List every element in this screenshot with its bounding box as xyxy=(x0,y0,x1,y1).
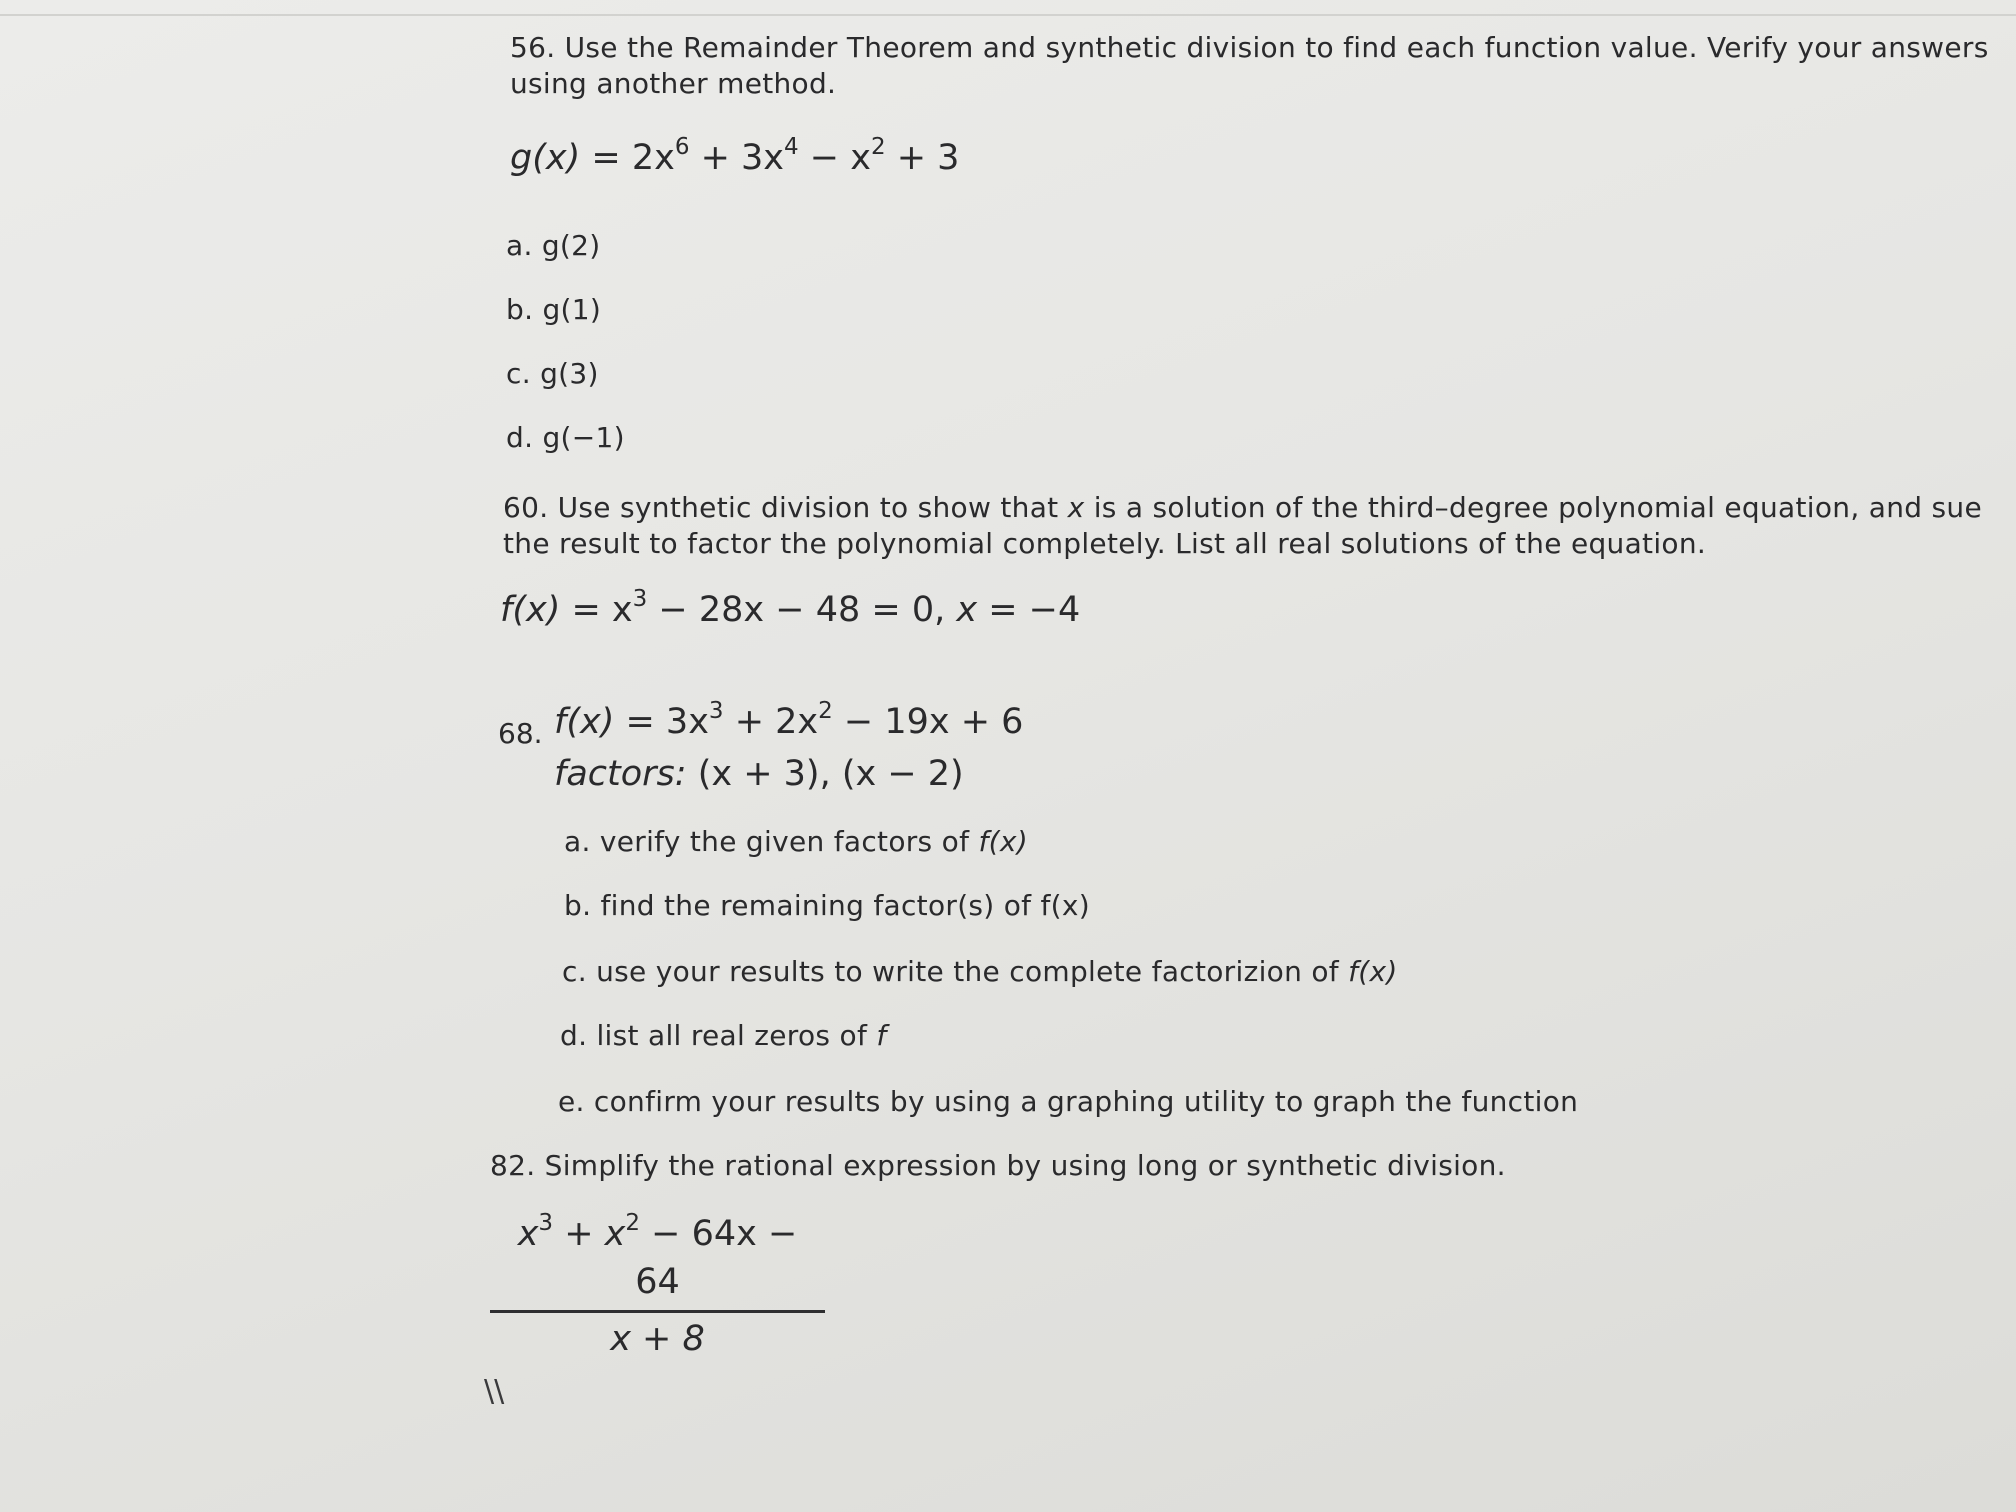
q56-item-b: b. g(1) xyxy=(506,293,602,326)
q56-term-b: + 3x xyxy=(689,138,785,178)
q60-term-a: = x xyxy=(560,590,633,630)
q60-prompt-text-1: 60. Use synthetic division to show that xyxy=(503,491,1068,524)
q60-fn-name: f(x) xyxy=(500,590,561,630)
q60-prompt-line2 xyxy=(503,524,1706,564)
q68-fn-name: f(x) xyxy=(554,702,615,742)
q68-term-a: = 3x xyxy=(614,702,709,742)
q56-item-d: d. g(−1) xyxy=(506,421,625,454)
q68-factors-value: (x + 3), (x − 2) xyxy=(686,754,964,794)
q60-prompt-var: x xyxy=(1067,491,1085,524)
q82-prompt: 82. Simplify the rational expression by using long or synthetic division. xyxy=(490,1149,1506,1182)
q56-prompt-line1 xyxy=(510,28,1989,68)
q56-prompt-text-1: 56. Use the Remainder Theorem and synthetic division to find each function value. Verify your answers xyxy=(510,31,1989,64)
q82-num-a: x xyxy=(517,1214,539,1254)
q60-term-b: − 28x − 48 = 0, xyxy=(647,590,957,630)
q68-term-b: + 2x xyxy=(723,702,819,742)
q56-equation xyxy=(510,136,959,180)
q56-fn-name: g(x) xyxy=(510,138,581,178)
q56-exp-b: 4 xyxy=(784,134,799,160)
q68-item-c-fn: f(x) xyxy=(1348,955,1398,988)
q82-num-exp-b: 2 xyxy=(625,1210,640,1236)
margin-mark: \\ xyxy=(484,1374,505,1409)
q56-item-c: c. g(3) xyxy=(506,357,599,390)
q56-term-d: + 3 xyxy=(885,138,960,178)
q82-rational-expression xyxy=(490,1210,825,1365)
q56-exp-c: 2 xyxy=(870,134,886,160)
q56-term-a: = 2x xyxy=(580,138,675,178)
q68-item-b: b. find the remaining factor(s) of f(x) xyxy=(564,889,1090,922)
q60-prompt-text-1-rest: is a solution of the third–degree polynomial equation, and sue xyxy=(1084,491,1982,524)
q82-num-c: − 64x − 64 xyxy=(635,1214,798,1302)
q82-num-b: + x xyxy=(553,1214,626,1254)
q68-term-c: − 19x + 6 xyxy=(832,702,1024,742)
q68-exp-b: 2 xyxy=(818,698,833,724)
q56-prompt-text-2: using another method. xyxy=(510,67,837,100)
q56-prompt-line2 xyxy=(510,64,836,104)
q56-exp-a: 6 xyxy=(674,134,690,160)
q68-item-a-fn: f(x) xyxy=(978,825,1028,858)
q60-term-c: = −4 xyxy=(977,590,1081,630)
q68-equation xyxy=(554,700,1023,744)
q82-num-exp-a: 3 xyxy=(538,1210,554,1236)
q56-term-c: − x xyxy=(798,138,871,178)
q68-item-d-fn: f xyxy=(876,1019,887,1052)
q60-exp-a: 3 xyxy=(632,586,648,612)
q68-number: 68. xyxy=(498,717,543,750)
q82-denominator: x + 8 xyxy=(610,1319,705,1359)
q56-item-a: a. g(2) xyxy=(506,229,601,262)
q68-item-c-text: c. use your results to write the complete factorizion of xyxy=(562,955,1349,988)
page-top-edge xyxy=(0,14,2016,16)
q68-item-d-text: d. list all real zeros of xyxy=(560,1019,877,1052)
q68-item-a-text: a. verify the given factors of xyxy=(564,825,979,858)
q68-item-e: e. confirm your results by using a graphing utility to graph the function xyxy=(558,1085,1579,1118)
q60-prompt-line1 xyxy=(503,488,1982,528)
q60-equation xyxy=(500,588,1080,632)
q68-item-a xyxy=(564,822,1028,862)
q68-factors-label: factors: xyxy=(554,754,687,794)
q60-prompt-text-2: the result to factor the polynomial completely. List all real solutions of the equation. xyxy=(503,527,1707,560)
q68-item-c xyxy=(562,952,1398,992)
q82-numerator xyxy=(490,1210,825,1310)
q68-item-d xyxy=(560,1016,886,1056)
q68-factors xyxy=(554,752,964,796)
q68-exp-a: 3 xyxy=(708,698,724,724)
q60-var-x: x xyxy=(956,590,978,630)
